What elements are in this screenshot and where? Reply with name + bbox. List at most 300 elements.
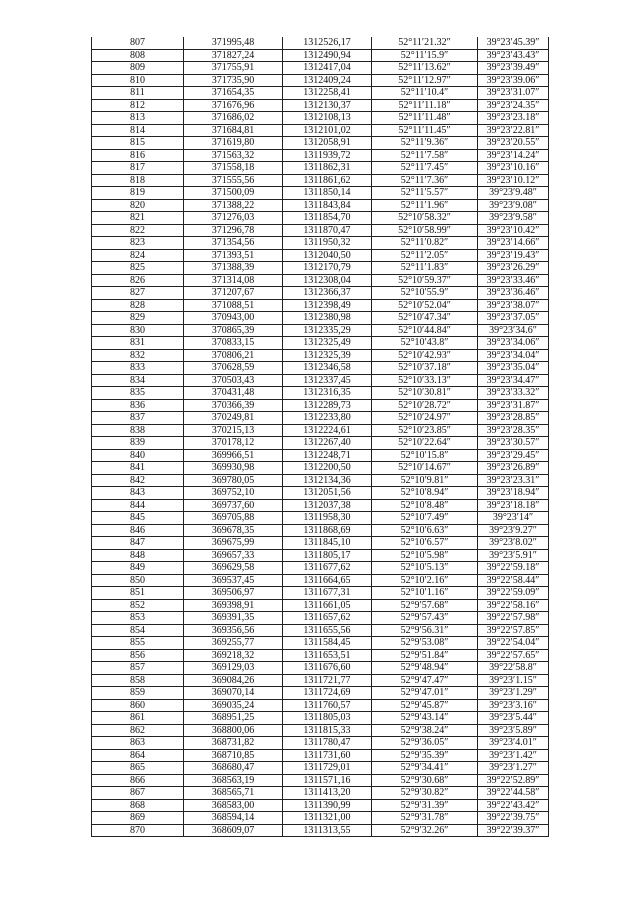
x-coordinate-cell: 370178,12 [184,437,283,450]
y-coordinate-cell: 1311868,69 [283,524,372,537]
y-coordinate-cell: 1311760,57 [283,699,372,712]
y-coordinate-cell: 1311413,20 [283,787,372,800]
x-coordinate-cell: 370628,59 [184,362,283,375]
x-coordinate-cell: 369752,10 [184,487,283,500]
point-number-cell: 823 [92,237,184,250]
table-row [92,412,549,425]
point-number-cell: 868 [92,799,184,812]
longitude-cell: 39°22′57.85″ [478,624,549,637]
y-coordinate-cell: 1311731,60 [283,749,372,762]
latitude-cell: 52°11′2.05″ [372,249,478,262]
table-row [92,399,549,412]
x-coordinate-cell: 370943,00 [184,312,283,325]
point-number-cell: 817 [92,162,184,175]
table-row [92,599,549,612]
longitude-cell: 39°23′23.31″ [478,474,549,487]
y-coordinate-cell: 1312417,04 [283,62,372,75]
point-number-cell: 844 [92,499,184,512]
latitude-cell: 52°10′43.8″ [372,337,478,350]
y-coordinate-cell: 1312335,29 [283,324,372,337]
latitude-cell: 52°10′24.97″ [372,412,478,425]
x-coordinate-cell: 370366,39 [184,399,283,412]
latitude-cell: 52°10′37.18″ [372,362,478,375]
longitude-cell: 39°22′57.98″ [478,612,549,625]
y-coordinate-cell: 1311729,01 [283,762,372,775]
latitude-cell: 52°10′23.85″ [372,424,478,437]
longitude-cell: 39°23′31.87″ [478,399,549,412]
y-coordinate-cell: 1312346,58 [283,362,372,375]
point-number-cell: 847 [92,537,184,550]
latitude-cell: 52°11′7.45″ [372,162,478,175]
table-row [92,312,549,325]
y-coordinate-cell: 1312040,50 [283,249,372,262]
table-row [92,49,549,62]
table-row [92,624,549,637]
latitude-cell: 52°11′0.82″ [372,237,478,250]
longitude-cell: 39°23′23.18″ [478,112,549,125]
x-coordinate-cell: 370249,81 [184,412,283,425]
x-coordinate-cell: 369537,45 [184,574,283,587]
y-coordinate-cell: 1312398,49 [283,299,372,312]
point-number-cell: 848 [92,549,184,562]
x-coordinate-cell: 368609,07 [184,824,283,837]
y-coordinate-cell: 1312200,50 [283,462,372,475]
point-number-cell: 861 [92,712,184,725]
latitude-cell: 52°10′2.16″ [372,574,478,587]
longitude-cell: 39°23′30.57″ [478,437,549,450]
table-row [92,62,549,75]
y-coordinate-cell: 1312289,73 [283,399,372,412]
point-number-cell: 808 [92,49,184,62]
latitude-cell: 52°10′52.04″ [372,299,478,312]
point-number-cell: 811 [92,87,184,100]
latitude-cell: 52°10′1.16″ [372,587,478,600]
table-row [92,724,549,737]
x-coordinate-cell: 369966,51 [184,449,283,462]
x-coordinate-cell: 371676,96 [184,99,283,112]
longitude-cell: 39°23′33.46″ [478,274,549,287]
x-coordinate-cell: 368800,06 [184,724,283,737]
x-coordinate-cell: 369506,97 [184,587,283,600]
y-coordinate-cell: 1311870,47 [283,224,372,237]
latitude-cell: 52°10′47.34″ [372,312,478,325]
table-row [92,537,549,550]
point-number-cell: 866 [92,774,184,787]
table-row [92,687,549,700]
longitude-cell: 39°23′14.24″ [478,149,549,162]
longitude-cell: 39°23′28.35″ [478,424,549,437]
longitude-cell: 39°23′18.94″ [478,487,549,500]
y-coordinate-cell: 1312526,17 [283,37,372,49]
latitude-cell: 52°10′14.67″ [372,462,478,475]
table-row [92,149,549,162]
table-row [92,562,549,575]
x-coordinate-cell: 371388,22 [184,199,283,212]
point-number-cell: 838 [92,424,184,437]
latitude-cell: 52°9′30.82″ [372,787,478,800]
table-row [92,249,549,262]
longitude-cell: 39°23′4.01″ [478,737,549,750]
point-number-cell: 807 [92,37,184,49]
table-row [92,299,549,312]
y-coordinate-cell: 1312380,98 [283,312,372,325]
y-coordinate-cell: 1311862,31 [283,162,372,175]
table-row [92,799,549,812]
x-coordinate-cell: 369930,98 [184,462,283,475]
x-coordinate-cell: 370431,48 [184,387,283,400]
table-row [92,137,549,150]
coordinates-table-body [92,37,549,837]
longitude-cell: 39°23′39.06″ [478,74,549,87]
latitude-cell: 52°10′15.8″ [372,449,478,462]
longitude-cell: 39°23′1.29″ [478,687,549,700]
latitude-cell: 52°10′5.98″ [372,549,478,562]
x-coordinate-cell: 371354,56 [184,237,283,250]
longitude-cell: 39°23′10.16″ [478,162,549,175]
table-row [92,812,549,825]
longitude-cell: 39°23′45.39″ [478,37,549,49]
longitude-cell: 39°23′5.91″ [478,549,549,562]
table-row [92,674,549,687]
table-row [92,574,549,587]
latitude-cell: 52°11′10.4″ [372,87,478,100]
coordinates-table [91,37,549,837]
x-coordinate-cell: 370806,21 [184,349,283,362]
point-number-cell: 849 [92,562,184,575]
x-coordinate-cell: 370503,43 [184,374,283,387]
x-coordinate-cell: 368951,25 [184,712,283,725]
latitude-cell: 52°10′8.94″ [372,487,478,500]
y-coordinate-cell: 1311850,14 [283,187,372,200]
longitude-cell: 39°22′43.42″ [478,799,549,812]
latitude-cell: 52°10′59.37″ [372,274,478,287]
point-number-cell: 825 [92,262,184,275]
table-row [92,512,549,525]
y-coordinate-cell: 1311661,05 [283,599,372,612]
x-coordinate-cell: 371619,80 [184,137,283,150]
x-coordinate-cell: 369084,26 [184,674,283,687]
longitude-cell: 39°23′14″ [478,512,549,525]
y-coordinate-cell: 1311313,55 [283,824,372,837]
x-coordinate-cell: 369035,24 [184,699,283,712]
y-coordinate-cell: 1312134,36 [283,474,372,487]
table-row [92,162,549,175]
x-coordinate-cell: 371755,91 [184,62,283,75]
point-number-cell: 824 [92,249,184,262]
latitude-cell: 52°11′21.32″ [372,37,478,49]
point-number-cell: 846 [92,524,184,537]
y-coordinate-cell: 1312409,24 [283,74,372,87]
point-number-cell: 839 [92,437,184,450]
latitude-cell: 52°11′7.36″ [372,174,478,187]
y-coordinate-cell: 1311845,10 [283,537,372,550]
longitude-cell: 39°23′34.06″ [478,337,549,350]
y-coordinate-cell: 1311805,17 [283,549,372,562]
x-coordinate-cell: 371276,03 [184,212,283,225]
latitude-cell: 52°11′15.9″ [372,49,478,62]
y-coordinate-cell: 1311676,60 [283,662,372,675]
y-coordinate-cell: 1312224,61 [283,424,372,437]
table-row [92,699,549,712]
longitude-cell: 39°23′26.29″ [478,262,549,275]
point-number-cell: 856 [92,649,184,662]
table-row [92,749,549,762]
latitude-cell: 52°9′57.43″ [372,612,478,625]
point-number-cell: 812 [92,99,184,112]
longitude-cell: 39°23′5.89″ [478,724,549,737]
latitude-cell: 52°10′28.72″ [372,399,478,412]
x-coordinate-cell: 371995,48 [184,37,283,49]
table-row [92,74,549,87]
x-coordinate-cell: 369255,77 [184,637,283,650]
y-coordinate-cell: 1312325,49 [283,337,372,350]
y-coordinate-cell: 1312366,37 [283,287,372,300]
latitude-cell: 52°9′32.26″ [372,824,478,837]
y-coordinate-cell: 1312325,39 [283,349,372,362]
x-coordinate-cell: 369780,05 [184,474,283,487]
longitude-cell: 39°22′58.8″ [478,662,549,675]
y-coordinate-cell: 1311321,00 [283,812,372,825]
point-number-cell: 842 [92,474,184,487]
latitude-cell: 52°9′51.84″ [372,649,478,662]
table-row [92,387,549,400]
latitude-cell: 52°10′58.99″ [372,224,478,237]
y-coordinate-cell: 1312337,45 [283,374,372,387]
latitude-cell: 52°9′53.08″ [372,637,478,650]
point-number-cell: 828 [92,299,184,312]
x-coordinate-cell: 368594,14 [184,812,283,825]
latitude-cell: 52°9′35.39″ [372,749,478,762]
point-number-cell: 864 [92,749,184,762]
table-row [92,524,549,537]
x-coordinate-cell: 371735,90 [184,74,283,87]
table-row [92,424,549,437]
point-number-cell: 814 [92,124,184,137]
table-row [92,212,549,225]
table-row [92,349,549,362]
table-row [92,324,549,337]
point-number-cell: 845 [92,512,184,525]
y-coordinate-cell: 1311815,33 [283,724,372,737]
latitude-cell: 52°10′55.9″ [372,287,478,300]
y-coordinate-cell: 1311724,69 [283,687,372,700]
table-row [92,262,549,275]
x-coordinate-cell: 368565,71 [184,787,283,800]
longitude-cell: 39°23′34.04″ [478,349,549,362]
longitude-cell: 39°23′28.85″ [478,412,549,425]
longitude-cell: 39°23′1.15″ [478,674,549,687]
point-number-cell: 857 [92,662,184,675]
longitude-cell: 39°23′1.42″ [478,749,549,762]
longitude-cell: 39°23′8.02″ [478,537,549,550]
y-coordinate-cell: 1312170,79 [283,262,372,275]
longitude-cell: 39°23′31.07″ [478,87,549,100]
x-coordinate-cell: 368680,47 [184,762,283,775]
y-coordinate-cell: 1312267,40 [283,437,372,450]
point-number-cell: 860 [92,699,184,712]
x-coordinate-cell: 369678,35 [184,524,283,537]
point-number-cell: 827 [92,287,184,300]
longitude-cell: 39°23′20.55″ [478,137,549,150]
x-coordinate-cell: 369705,88 [184,512,283,525]
point-number-cell: 832 [92,349,184,362]
y-coordinate-cell: 1311854,70 [283,212,372,225]
point-number-cell: 833 [92,362,184,375]
x-coordinate-cell: 371555,56 [184,174,283,187]
point-number-cell: 810 [92,74,184,87]
latitude-cell: 52°10′22.64″ [372,437,478,450]
y-coordinate-cell: 1311653,51 [283,649,372,662]
latitude-cell: 52°9′31.39″ [372,799,478,812]
table-row [92,462,549,475]
latitude-cell: 52°9′34.41″ [372,762,478,775]
point-number-cell: 820 [92,199,184,212]
longitude-cell: 39°23′18.18″ [478,499,549,512]
table-row [92,187,549,200]
latitude-cell: 52°10′5.13″ [372,562,478,575]
point-number-cell: 867 [92,787,184,800]
x-coordinate-cell: 368583,00 [184,799,283,812]
point-number-cell: 829 [92,312,184,325]
latitude-cell: 52°10′33.13″ [372,374,478,387]
point-number-cell: 809 [92,62,184,75]
x-coordinate-cell: 371686,02 [184,112,283,125]
longitude-cell: 39°22′44.58″ [478,787,549,800]
y-coordinate-cell: 1311861,62 [283,174,372,187]
x-coordinate-cell: 368710,85 [184,749,283,762]
table-row [92,224,549,237]
longitude-cell: 39°23′22.81″ [478,124,549,137]
x-coordinate-cell: 371500,09 [184,187,283,200]
y-coordinate-cell: 1311677,31 [283,587,372,600]
y-coordinate-cell: 1312490,94 [283,49,372,62]
latitude-cell: 52°9′57.68″ [372,599,478,612]
x-coordinate-cell: 369218,32 [184,649,283,662]
longitude-cell: 39°23′29.45″ [478,449,549,462]
x-coordinate-cell: 371558,18 [184,162,283,175]
y-coordinate-cell: 1311805,03 [283,712,372,725]
y-coordinate-cell: 1312101,02 [283,124,372,137]
table-row [92,112,549,125]
table-row [92,337,549,350]
latitude-cell: 52°11′7.58″ [372,149,478,162]
longitude-cell: 39°23′38.07″ [478,299,549,312]
y-coordinate-cell: 1311677,62 [283,562,372,575]
y-coordinate-cell: 1311780,47 [283,737,372,750]
table-row [92,649,549,662]
longitude-cell: 39°22′54.04″ [478,637,549,650]
table-row [92,87,549,100]
point-number-cell: 830 [92,324,184,337]
longitude-cell: 39°23′5.44″ [478,712,549,725]
longitude-cell: 39°23′35.04″ [478,362,549,375]
y-coordinate-cell: 1312058,91 [283,137,372,150]
x-coordinate-cell: 371563,32 [184,149,283,162]
x-coordinate-cell: 371296,78 [184,224,283,237]
x-coordinate-cell: 370865,39 [184,324,283,337]
latitude-cell: 52°9′47.01″ [372,687,478,700]
point-number-cell: 855 [92,637,184,650]
point-number-cell: 851 [92,587,184,600]
table-row [92,712,549,725]
latitude-cell: 52°9′48.94″ [372,662,478,675]
y-coordinate-cell: 1312316,35 [283,387,372,400]
point-number-cell: 837 [92,412,184,425]
table-row [92,637,549,650]
point-number-cell: 863 [92,737,184,750]
x-coordinate-cell: 371654,35 [184,87,283,100]
point-number-cell: 843 [92,487,184,500]
latitude-cell: 52°10′6.57″ [372,537,478,550]
x-coordinate-cell: 371088,51 [184,299,283,312]
table-row [92,124,549,137]
x-coordinate-cell: 369070,14 [184,687,283,700]
table-row [92,474,549,487]
latitude-cell: 52°10′42.93″ [372,349,478,362]
table-row [92,587,549,600]
longitude-cell: 39°23′33.32″ [478,387,549,400]
latitude-cell: 52°11′11.45″ [372,124,478,137]
latitude-cell: 52°9′56.31″ [372,624,478,637]
x-coordinate-cell: 371388,39 [184,262,283,275]
y-coordinate-cell: 1311721,77 [283,674,372,687]
table-row [92,287,549,300]
table-row [92,437,549,450]
point-number-cell: 818 [92,174,184,187]
y-coordinate-cell: 1312308,04 [283,274,372,287]
y-coordinate-cell: 1311584,45 [283,637,372,650]
longitude-cell: 39°23′19.43″ [478,249,549,262]
longitude-cell: 39°23′9.08″ [478,199,549,212]
y-coordinate-cell: 1311390,99 [283,799,372,812]
table-row [92,374,549,387]
latitude-cell: 52°10′44.84″ [372,324,478,337]
point-number-cell: 850 [92,574,184,587]
latitude-cell: 52°9′38.24″ [372,724,478,737]
longitude-cell: 39°23′9.48″ [478,187,549,200]
x-coordinate-cell: 369629,58 [184,562,283,575]
table-row [92,449,549,462]
x-coordinate-cell: 371207,67 [184,287,283,300]
latitude-cell: 52°9′30.68″ [372,774,478,787]
point-number-cell: 869 [92,812,184,825]
longitude-cell: 39°23′3.16″ [478,699,549,712]
table-row [92,174,549,187]
longitude-cell: 39°23′10.12″ [478,174,549,187]
longitude-cell: 39°23′14.66″ [478,237,549,250]
table-row [92,237,549,250]
table-row [92,274,549,287]
x-coordinate-cell: 369391,35 [184,612,283,625]
latitude-cell: 52°10′7.49″ [372,512,478,525]
point-number-cell: 859 [92,687,184,700]
table-row [92,774,549,787]
longitude-cell: 39°22′58.16″ [478,599,549,612]
latitude-cell: 52°10′8.48″ [372,499,478,512]
table-row [92,362,549,375]
point-number-cell: 831 [92,337,184,350]
table-row [92,762,549,775]
x-coordinate-cell: 369657,33 [184,549,283,562]
latitude-cell: 52°11′5.57″ [372,187,478,200]
x-coordinate-cell: 369129,03 [184,662,283,675]
latitude-cell: 52°9′31.78″ [372,812,478,825]
table-row [92,737,549,750]
y-coordinate-cell: 1311958,30 [283,512,372,525]
longitude-cell: 39°22′59.18″ [478,562,549,575]
table-row [92,662,549,675]
point-number-cell: 819 [92,187,184,200]
